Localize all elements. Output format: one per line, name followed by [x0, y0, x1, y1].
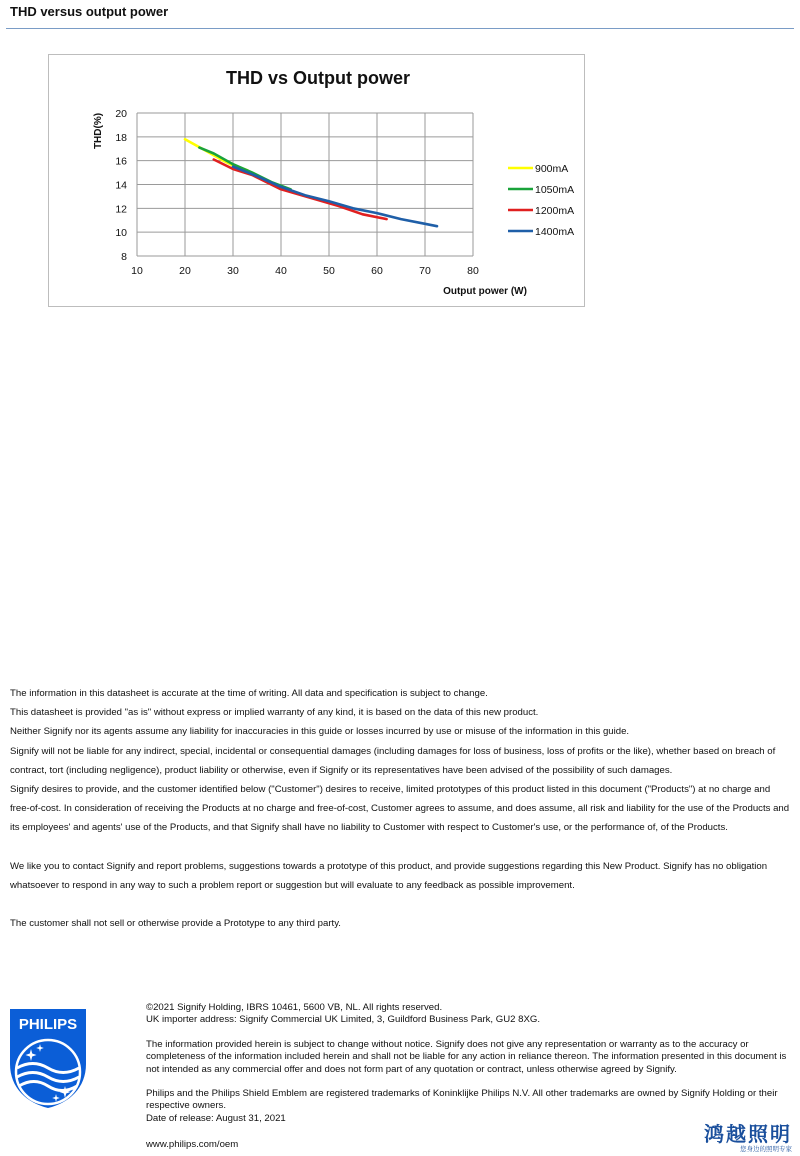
y-tick-label: 10: [115, 227, 127, 240]
section-divider: [6, 28, 794, 29]
copyright-text: ©2021 Signify Holding, IBRS 10461, 5600 VB, NL. All rights reserved.: [146, 1002, 443, 1013]
x-axis-label: Output power (W): [443, 286, 527, 297]
x-tick-label: 50: [323, 265, 335, 277]
y-tick-label: 14: [115, 179, 127, 192]
y-tick-label: 16: [115, 155, 127, 168]
legend-label: 900mA: [535, 163, 569, 175]
disclaimer-line: Neither Signify nor its agents assume any liability for inaccuracies in this guide or losses incurred by use or misuse of the information in this guide.: [10, 726, 630, 738]
x-tick-label: 70: [419, 265, 431, 277]
legend-label: 1400mA: [535, 226, 575, 238]
thd-chart-svg: [49, 55, 586, 308]
uk-importer-text: UK importer address: Signify Commercial UK Limited, 3, Guildford Business Park, GU2 8XG.: [146, 1014, 541, 1026]
cn-brand-watermark: [704, 1124, 792, 1154]
chart-series: [185, 139, 437, 226]
legend-label: 1050mA: [535, 184, 575, 196]
release-date-text: Date of release: August 31, 2021: [146, 1112, 286, 1124]
x-tick-label: 80: [467, 265, 479, 277]
footer: [146, 1002, 791, 1152]
philips-wordmark: PHILIPS: [18, 1016, 78, 1033]
x-tick-label: 40: [275, 265, 287, 277]
y-tick-label: 18: [115, 131, 127, 144]
website-link[interactable]: www.philips.com/oem: [146, 1139, 239, 1151]
legal-notice-text: The information provided herein is subject to change without notice. Signify does not give any representation or warranty as to the accuracy or completeness of the information included herein and shall not be liable for any action in reliance thereon. The information presented in this document is not intended as any commercial offer and does not form part of any quotation or contract, unless otherwise agreed by Signify.: [146, 1038, 787, 1075]
y-tick-label: 12: [115, 203, 127, 216]
trademarks-text: Philips and the Philips Shield Emblem are registered trademarks of Koninklijke Philips N.V. All other trademarks are owned by Signify Holding or their respective owners.: [146, 1088, 778, 1112]
disclaimer-line: The information in this datasheet is accurate at the time of writing. All data and specification is subject to change.: [10, 688, 488, 699]
chart-title: THD vs Output power: [226, 68, 410, 88]
series-line-1400mA: [233, 167, 437, 227]
disclaimer-line: Signify will not be liable for any indirect, special, incidental or consequential damages (including damages for loss of business, loss of profits or the like), whether based on breach of contract, tort (including negligence), product liability or otherwise, even if Signify or its representatives have been advised of the possibility of such damages.: [10, 745, 776, 776]
cn-brand-tagline: 您身边的照明专家: [740, 1146, 792, 1153]
resale-paragraph: The customer shall not sell or otherwise provide a Prototype to any third party.: [10, 918, 341, 930]
cn-brand-name: 鸿越照明: [704, 1124, 792, 1146]
thd-chart: [48, 54, 585, 307]
x-tick-label: 10: [131, 265, 143, 277]
y-tick-label: 8: [121, 251, 127, 263]
chart-grid: [137, 113, 473, 256]
x-tick-label: 60: [371, 265, 383, 277]
y-tick-label: 20: [115, 108, 127, 120]
philips-shield-logo: [7, 1006, 89, 1115]
chart-legend: [508, 163, 574, 238]
feedback-paragraph: We like you to contact Signify and report problems, suggestions towards a prototype of this product, and provide suggestions regarding this New Product. Signify has no obligation whatsoever to respond in any way to such a problem report or suggestion but will evaluate to any feedback as possible improvement.: [10, 860, 768, 892]
philips-shield-icon: [7, 1006, 89, 1110]
disclaimer: [10, 684, 792, 934]
y-axis-label: THD(%): [93, 112, 104, 150]
x-tick-label: 20: [179, 265, 191, 277]
series-line-1050mA: [199, 148, 290, 190]
section-title: THD versus output power: [10, 4, 169, 19]
legend-label: 1200mA: [535, 205, 575, 217]
x-tick-label: 30: [227, 265, 239, 277]
disclaimer-line: Signify desires to provide, and the customer identified below ("Customer") desires to receive, limited prototypes of this product listed in this document ("Products") at no charge and free-of-cost. In consideration of receiving the Products at no charge and free-of-cost, Customer agrees to assume, and does assume, all risk and liability for the use of the Products and its employees' and agents' use of the Products, and that Signify shall have no liability to Customer with respect to Customer's use, or the performance of, of the Products.: [10, 784, 790, 834]
disclaimer-line: This datasheet is provided "as is" without express or implied warranty of any kind, it is based on the data of this new product.: [10, 707, 539, 719]
